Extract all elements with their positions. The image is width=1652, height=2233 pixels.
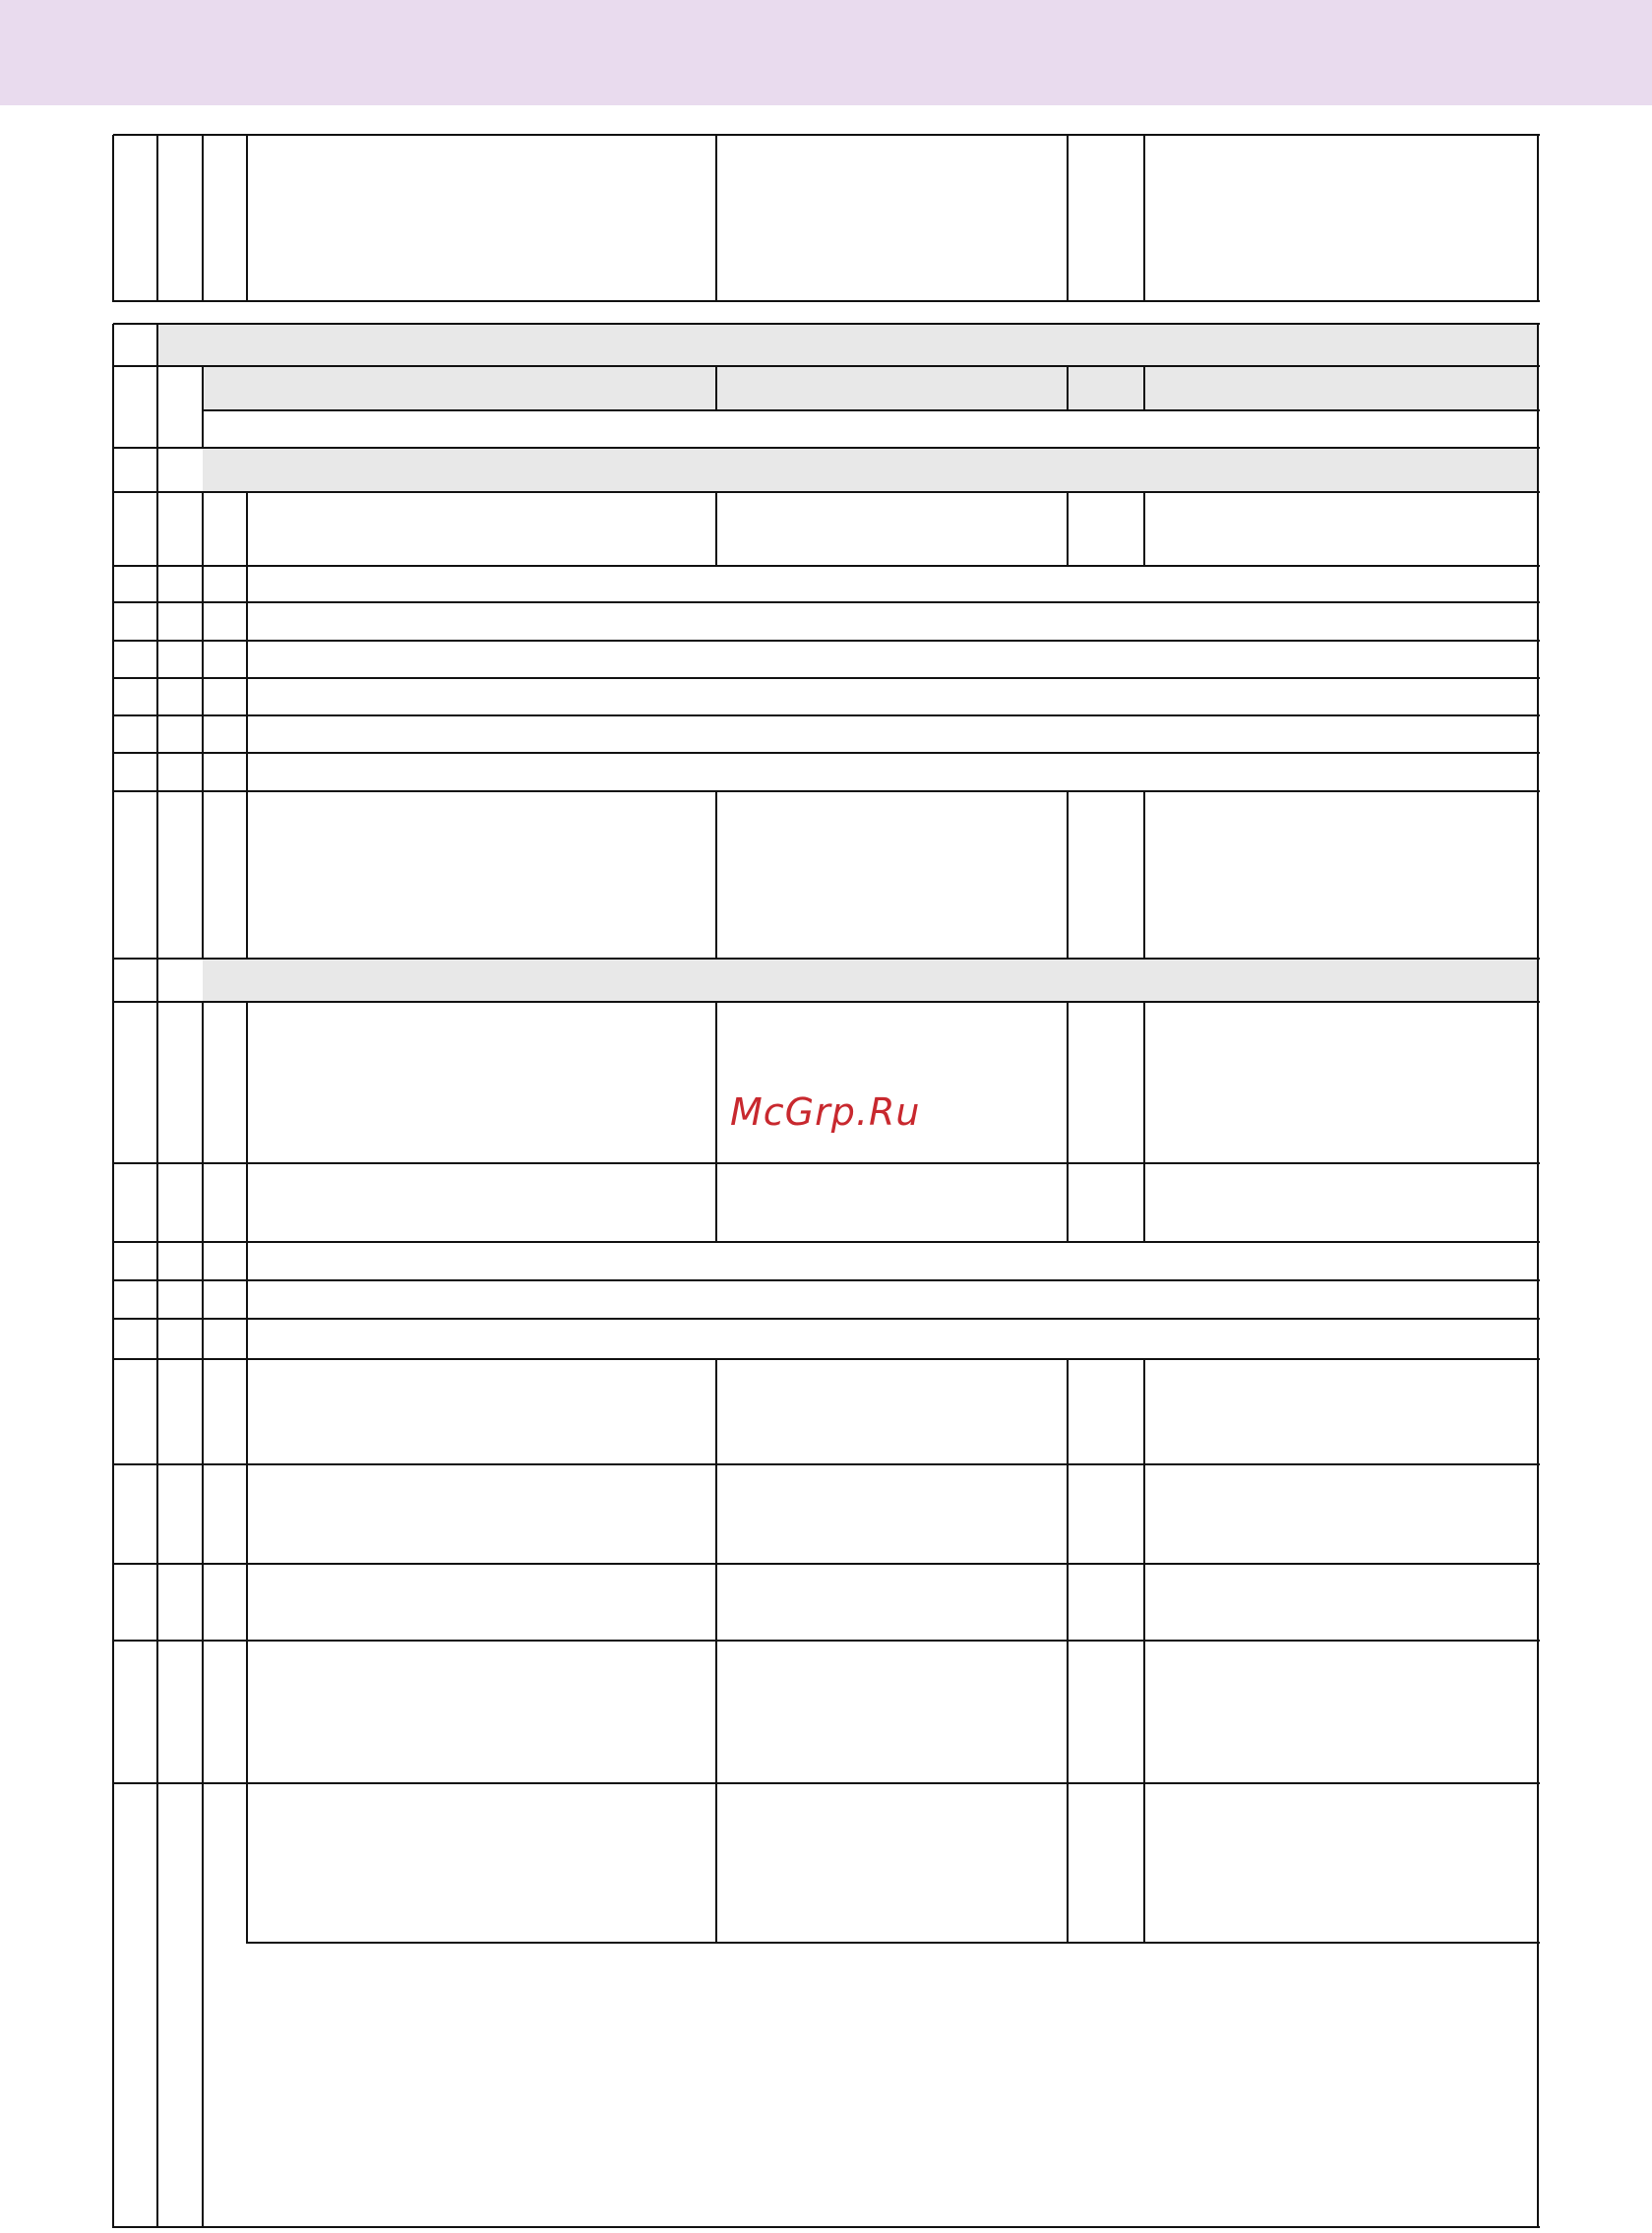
grid-line-vertical [1143,492,1145,567]
grid-line-horizontal [203,409,1540,411]
grid-line-vertical [246,1002,248,1944]
grid-line-vertical [1143,1359,1145,1944]
grid-line-horizontal [113,365,1540,367]
grid-line-vertical [1143,135,1145,302]
grid-line-vertical [1143,1002,1145,1243]
section-row-shaded [203,448,1538,492]
grid-line-vertical [246,791,248,960]
grid-line-horizontal [113,958,1540,960]
grid-line-horizontal [113,714,1540,716]
grid-line-horizontal [113,300,1540,302]
grid-line-horizontal [113,1563,1540,1565]
grid-line-horizontal [113,1358,1540,1360]
grid-line-horizontal [113,134,1540,136]
grid-line-vertical [715,1002,717,1243]
grid-line-horizontal [247,1942,1540,1944]
grid-line-horizontal [113,1318,1540,1320]
subheader-row-shaded [203,366,1538,410]
grid-line-vertical [1067,1002,1069,1243]
grid-line-vertical [1067,135,1069,302]
grid-line-horizontal [113,601,1540,603]
grid-line-horizontal [113,1001,1540,1003]
section-row-shaded [157,324,1538,366]
grid-line-horizontal [113,491,1540,493]
grid-line-vertical [112,324,114,2228]
grid-line-vertical [156,324,158,2228]
grid-line-vertical [246,566,248,792]
section-row-shaded [203,959,1538,1002]
grid-line-vertical [246,492,248,567]
grid-line-vertical [202,135,204,302]
grid-line-horizontal [113,565,1540,567]
grid-line-horizontal [113,790,1540,792]
grid-line-vertical [1143,366,1145,411]
grid-line-vertical [1067,791,1069,960]
watermark-text: McGrp.Ru [730,1090,921,1134]
grid-line-horizontal [113,677,1540,679]
grid-line-vertical [202,366,204,449]
grid-line-vertical [112,135,114,302]
grid-line-vertical [156,135,158,302]
grid-line-horizontal [113,1279,1540,1281]
grid-line-horizontal [113,323,1540,325]
grid-line-vertical [715,791,717,960]
grid-line-vertical [715,135,717,302]
grid-line-vertical [715,366,717,411]
grid-line-horizontal [113,1463,1070,1465]
grid-line-horizontal [113,447,1540,449]
grid-line-vertical [715,1359,717,1944]
grid-line-horizontal [113,2226,1540,2228]
grid-line-horizontal [113,1162,1540,1164]
grid-line-vertical [1537,135,1539,302]
grid-line-horizontal [113,1640,1540,1642]
grid-line-horizontal [113,640,1540,642]
grid-line-vertical [1067,492,1069,567]
grid-line-vertical [202,492,204,960]
grid-line-vertical [202,1002,204,2228]
grid-line-horizontal [113,1782,1540,1784]
grid-line-vertical [715,492,717,567]
grid-line-vertical [246,135,248,302]
grid-line-vertical [1067,366,1069,411]
grid-line-horizontal [113,752,1540,754]
grid-line-vertical [1143,791,1145,960]
grid-line-vertical [1067,1359,1069,1944]
grid-line-horizontal [113,1241,1540,1243]
